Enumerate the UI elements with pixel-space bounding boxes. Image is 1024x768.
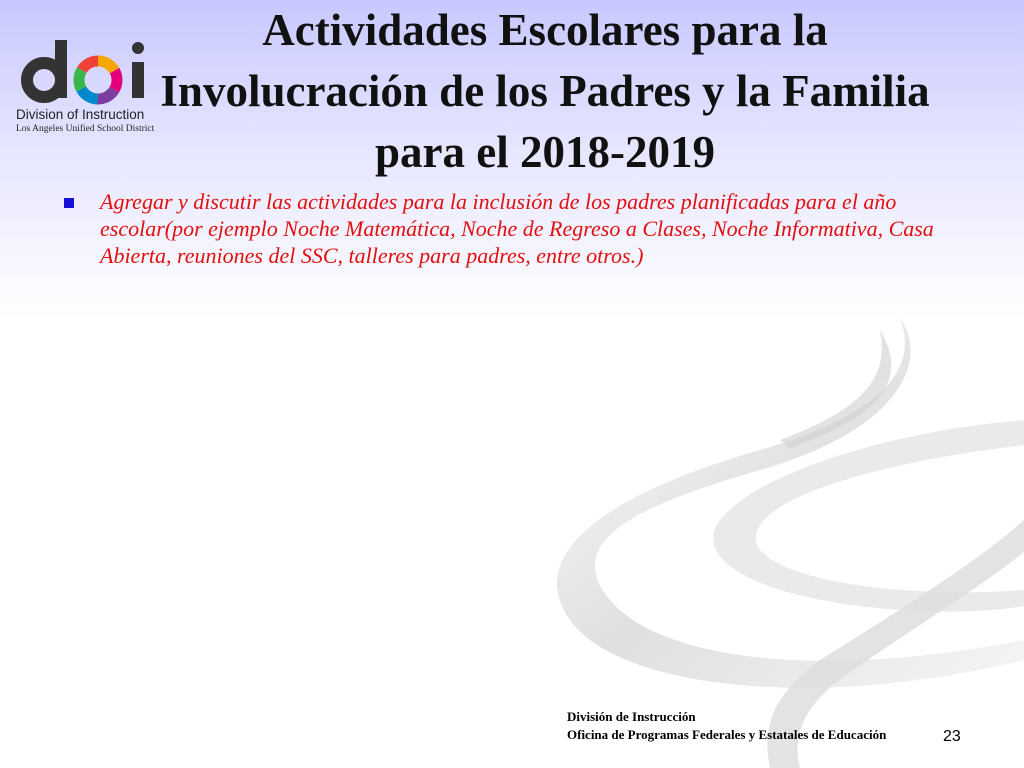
- square-bullet-icon: [64, 198, 74, 208]
- page-number: 23: [943, 728, 961, 745]
- slide-title: Actividades Escolares para la Involucración de los Padres y la Familia para el 2018-2019: [160, 5, 930, 177]
- logo-district-name: Los Angeles Unified School District: [16, 124, 155, 134]
- footer-office: Oficina de Programas Federales y Estatales de Educación: [567, 727, 887, 742]
- bullet-text: Agregar y discutir las actividades para la inclusión de los padres planificadas para el año escolar(por ejemplo Noche Matemática, Noche de Regreso a Clases, Noche Informativa, Casa Abierta, reuniones del SSC, talleres para padres, entre otros.): [100, 189, 934, 268]
- footer-division: División de Instrucción: [567, 709, 696, 724]
- logo-division-name: Division of Instruction: [16, 107, 145, 122]
- doi-logo-mark: [14, 36, 154, 106]
